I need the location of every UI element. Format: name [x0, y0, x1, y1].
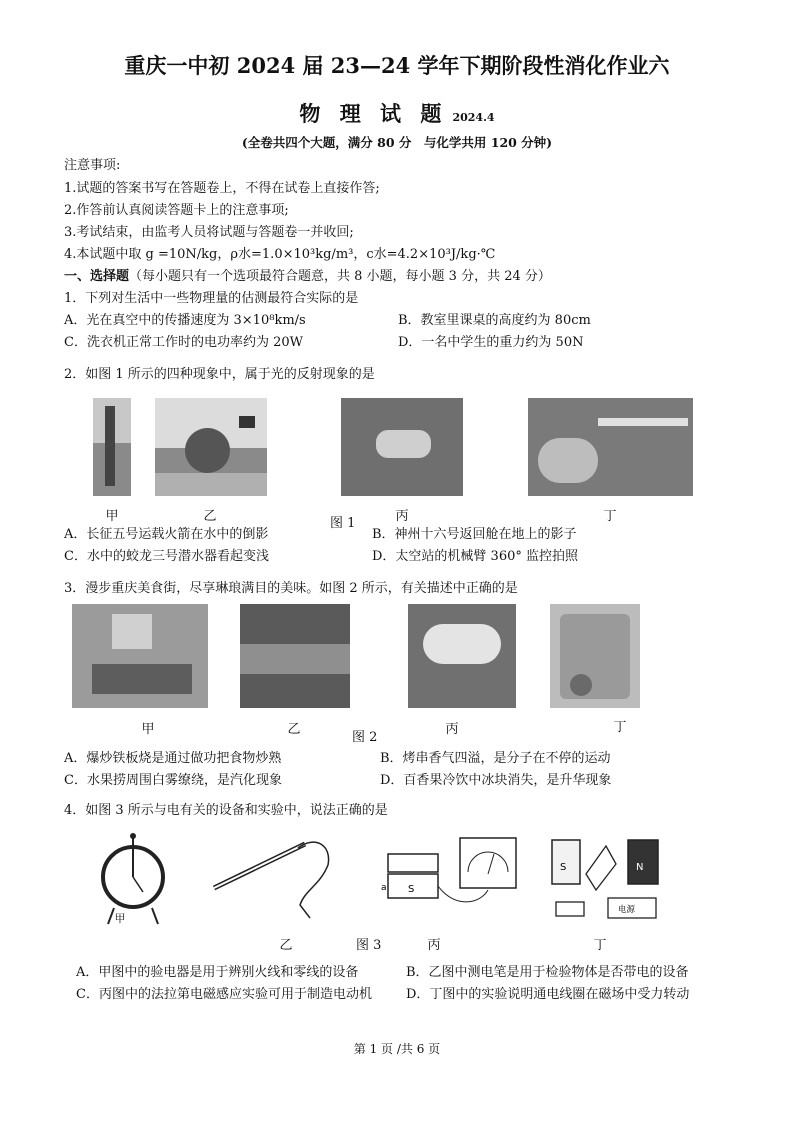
test-pen-drawing [210, 830, 340, 920]
exam-subtitle [0, 98, 794, 128]
option-4b: B．乙图中测电笔是用于检验物体是否带电的设备 [406, 965, 689, 980]
magnet-s-label-2: S [560, 862, 567, 873]
note-item: 3.考试结束，由监考人员将试题与答题卷一并收回; [64, 225, 354, 240]
question-stem-4: 4．如图 3 所示与电有关的设备和实验中，说法正确的是 [64, 803, 388, 818]
section-desc: （每小题只有一个选项最符合题意，共 8 小题，每小题 3 分，共 24 分） [129, 269, 551, 284]
subject-title: 物 理 试 题 [299, 101, 448, 126]
photo-cold-drink [550, 604, 640, 708]
faraday-experiment-drawing [380, 834, 530, 919]
fig3-label-ding: 丁 [593, 938, 607, 953]
fig1-label-yi: 乙 [203, 509, 217, 524]
fig3-label-jia: 甲 [114, 912, 126, 925]
option-1b: B．教室里课桌的高度约为 80cm [398, 313, 591, 328]
battery-label: 电源 [618, 905, 636, 915]
figure-2-caption: 图 2 [352, 730, 378, 745]
photo-submersible [341, 398, 463, 496]
fig1-label-bing: 丙 [395, 509, 409, 524]
motor-principle-drawing [546, 834, 670, 926]
figure-3-caption: 图 3 [356, 938, 382, 953]
option-2c: C．水中的蛟龙三号潜水器看起变浅 [64, 549, 269, 564]
fig1-label-jia: 甲 [105, 509, 119, 524]
notes-heading: 注意事项: [64, 158, 121, 173]
option-1d: D．一名中学生的重力约为 50N [398, 335, 584, 350]
fig3-label-yi: 乙 [279, 938, 293, 953]
option-2a: A．长征五号运载火箭在水中的倒影 [64, 527, 269, 542]
wire-a-label: a [381, 883, 387, 893]
question-stem-1: 1．下列对生活中一些物理量的估测最符合实际的是 [64, 291, 359, 306]
section-heading [64, 268, 551, 286]
option-3c: C．水果捞周围白雾缭绕，是汽化现象 [64, 773, 282, 788]
fig2-label-yi: 乙 [287, 722, 301, 737]
option-2d: D．太空站的机械臂 360° 监控拍照 [372, 549, 579, 564]
fig3-label-bing: 丙 [427, 938, 441, 953]
magnet-n-label: N [636, 862, 644, 873]
fig2-label-jia: 甲 [141, 722, 155, 737]
exam-date: 2024.4 [452, 111, 495, 124]
magnet-s-label: S [408, 884, 415, 895]
exam-meta: (全卷共四个大题，满分 80 分 与化学共用 120 分钟) [241, 135, 553, 150]
question-stem-2: 2．如图 1 所示的四种现象中，属于光的反射现象的是 [64, 367, 375, 382]
note-item: 2.作答前认真阅读答题卡上的注意事项; [64, 203, 289, 218]
option-3d: D．百香果冷饮中冰块消失，是升华现象 [380, 773, 612, 788]
note-item: 1.试题的答案书写在答题卷上，不得在试卷上直接作答; [64, 181, 380, 196]
section-title: 一、选择题 [64, 269, 130, 284]
photo-fruit-fog [408, 604, 516, 708]
fig2-label-ding: 丁 [613, 720, 627, 735]
photo-capsule-shadow [155, 398, 267, 496]
option-1c: C．洗衣机正常工作时的电功率约为 20W [64, 335, 303, 350]
exam-title: 重庆一中初 2024 届 23—24 学年下期阶段性消化作业六 [124, 53, 670, 78]
page-number: 第 1 页 /共 6 页 [353, 1042, 441, 1056]
fig2-label-bing: 丙 [445, 722, 459, 737]
figure-1-caption: 图 1 [330, 516, 356, 531]
photo-rocket-reflection [93, 398, 131, 496]
option-4a: A．甲图中的验电器是用于辨别火线和零线的设备 [76, 965, 359, 980]
note-item: 4.本试题中取 g =10N/kg，ρ水=1.0×10³kg/m³，c水=4.2×10³J/kg·℃ [64, 247, 496, 262]
photo-iron-plate [72, 604, 208, 708]
question-stem-3: 3．漫步重庆美食街，尽享琳琅满目的美味。如图 2 所示，有关描述中正确的是 [64, 581, 518, 596]
option-3b: B．烤串香气四溢，是分子在不停的运动 [380, 751, 611, 766]
fig1-label-ding: 丁 [603, 509, 617, 524]
option-2b: B．神州十六号返回舱在地上的影子 [372, 527, 577, 542]
option-4c: C．丙图中的法拉第电磁感应实验可用于制造电动机 [76, 987, 372, 1002]
photo-skewers [240, 604, 350, 708]
photo-space-arm [528, 398, 693, 496]
option-3a: A．爆炒铁板烧是通过做功把食物炒熟 [64, 751, 282, 766]
option-1a: A．光在真空中的传播速度为 3×10⁸km/s [64, 313, 306, 328]
option-4d: D．丁图中的实验说明通电线圈在磁场中受力转动 [406, 987, 690, 1002]
